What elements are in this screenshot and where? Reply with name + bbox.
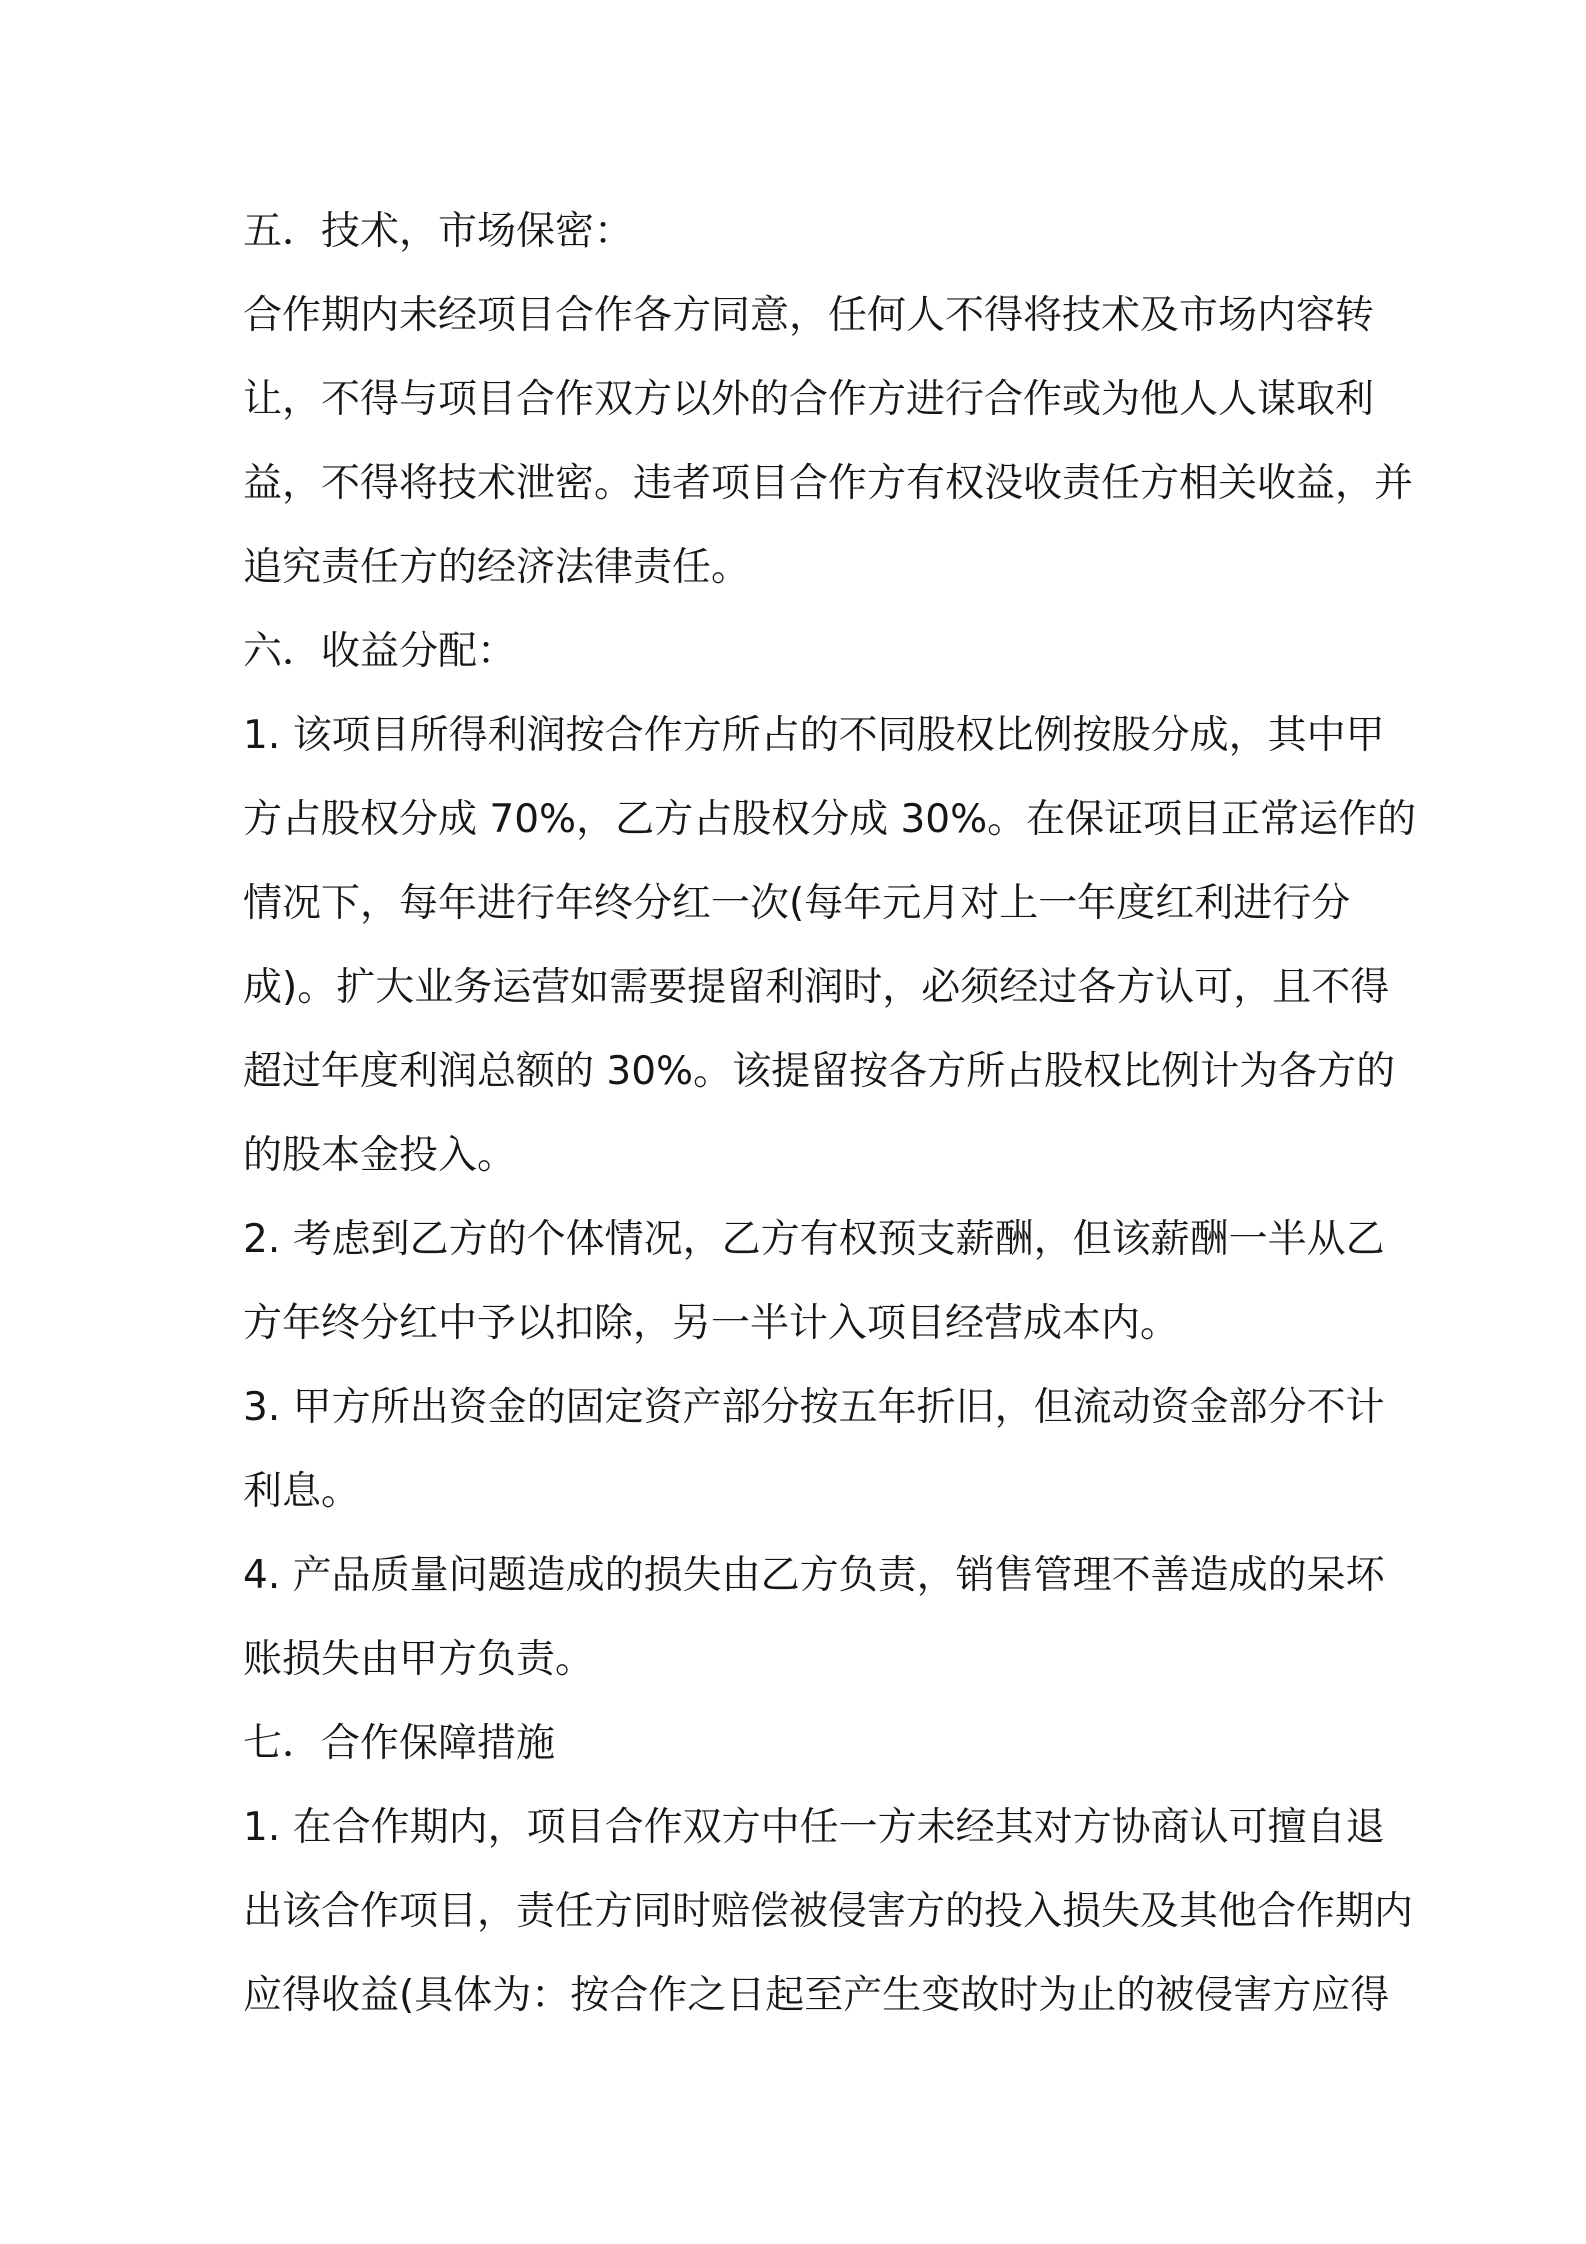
paragraph-line: 超过年度利润总额的 30%。该提留按各方所占股权比例计为各方的 <box>243 1049 1396 1094</box>
document-body <box>243 190 1417 2038</box>
paragraph-line: 利息。 <box>243 1469 361 1514</box>
paragraph-line: 应得收益(具体为：按合作之日起至产生变故时为止的被侵害方应得 <box>243 1973 1390 2018</box>
paragraph-line: 益，不得将技术泄密。违者项目合作方有权没收责任方相关收益，并 <box>243 461 1414 506</box>
section-heading-5: 五．技术，市场保密： <box>243 209 634 254</box>
paragraph-line: 3. 甲方所出资金的固定资产部分按五年折旧，但流动资金部分不计 <box>243 1385 1385 1430</box>
paragraph-line: 的股本金投入。 <box>243 1133 517 1178</box>
paragraph-line: 1. 在合作期内，项目合作双方中任一方未经其对方协商认可擅自退 <box>243 1805 1385 1850</box>
section-heading-6: 六．收益分配： <box>243 629 517 674</box>
paragraph-line: 合作期内未经项目合作各方同意，任何人不得将技术及市场内容转 <box>243 293 1375 338</box>
paragraph-line: 2. 考虑到乙方的个体情况，乙方有权预支薪酬，但该薪酬一半从乙 <box>243 1217 1385 1262</box>
paragraph-line: 出该合作项目，责任方同时赔偿被侵害方的投入损失及其他合作期内 <box>243 1889 1414 1934</box>
paragraph-line: 方占股权分成 70%，乙方占股权分成 30%。在保证项目正常运作的 <box>243 797 1417 842</box>
paragraph-line: 账损失由甲方负责。 <box>243 1637 595 1682</box>
paragraph-line: 让，不得与项目合作双方以外的合作方进行合作或为他人人谋取利 <box>243 377 1375 422</box>
section-heading-7: 七．合作保障措施 <box>243 1721 556 1766</box>
paragraph-line: 追究责任方的经济法律责任。 <box>243 545 751 590</box>
paragraph-line: 4. 产品质量问题造成的损失由乙方负责，销售管理不善造成的呆坏 <box>243 1553 1385 1598</box>
paragraph-line: 1. 该项目所得利润按合作方所占的不同股权比例按股分成，其中甲 <box>243 713 1385 758</box>
paragraph-line: 成)。扩大业务运营如需要提留利润时，必须经过各方认可，且不得 <box>243 965 1390 1010</box>
paragraph-line: 方年终分红中予以扣除，另一半计入项目经营成本内。 <box>243 1301 1180 1346</box>
paragraph-line: 情况下，每年进行年终分红一次(每年元月对上一年度红利进行分 <box>243 881 1351 926</box>
